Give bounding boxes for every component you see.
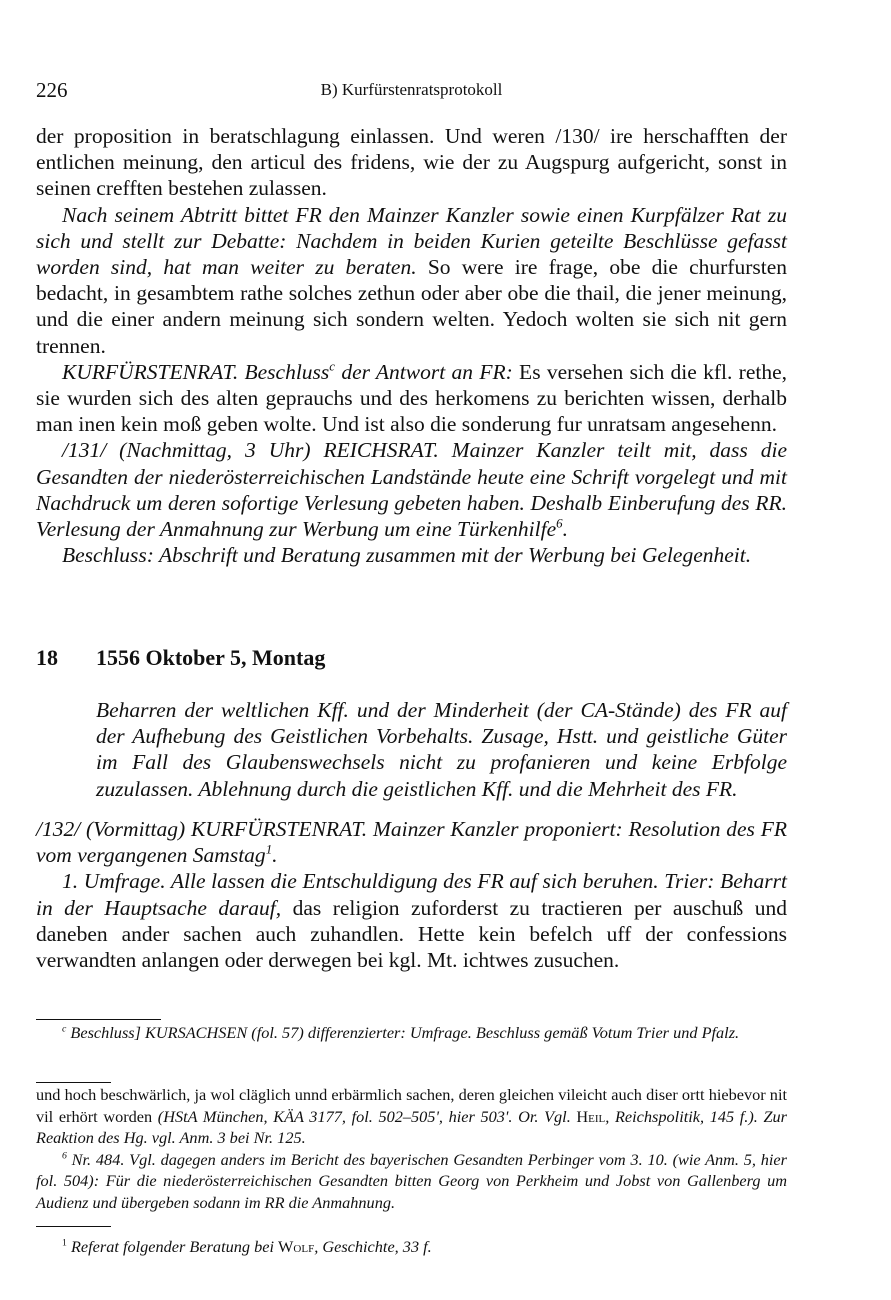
footnote-ref-c[interactable]: c bbox=[329, 359, 336, 374]
author-name: Wolf bbox=[278, 1237, 315, 1256]
paragraph-kurfuerstenrat bbox=[36, 359, 787, 438]
footnote-body: Referat folgender Beratung bei bbox=[66, 1237, 279, 1256]
footnote-body: , Geschichte, 33 f. bbox=[314, 1237, 432, 1256]
regest-summary: Beharren der weltlichen Kff. und der Minderheit (der CA-Stände) des FR auf der Aufhebung des Geistlichen Vorbehalts. Zusage, Hstt. und geistliche Güter im Fall des Glaubenswechsels nicht zu profanieren und keine Erbfolge zuzulassen. Ablehnung durch die geistlichen Kff. und die Mehrheit des FR. bbox=[96, 698, 787, 801]
punctuation: . bbox=[272, 843, 278, 868]
page-number: 226 bbox=[36, 78, 68, 102]
author-name: Heil bbox=[576, 1106, 606, 1126]
quoted-source: Es versehen sich die kfl. rethe, sie wurden sich des alten geprauchs und des herkomens zu berichten wissen, derhalb man inen kein moß geben wolte. Und ist also die sonderung fur unratsam angesehenn. bbox=[36, 359, 788, 437]
footnote-5-continued bbox=[36, 1084, 787, 1213]
antwort-label: der Antwort an FR: bbox=[335, 359, 513, 384]
footnote-citation: , Reichspolitik, 145 f.). Zur Reaktion des Hg. vgl. Anm. 3 bei Nr. 125. bbox=[36, 1106, 787, 1147]
editorial-summary: 1. Umfrage. Alle lassen die Entschuldigung des FR auf sich beruhen. Trier: Beharrt in der Hauptsache darauf, bbox=[36, 869, 787, 920]
paragraph-proposition bbox=[36, 816, 787, 868]
footnote-quote: und hoch beschwärlich, ja wol cläglich unnd erbärmlich sachen, deren gleichen vileicht auch diser ortt hiebevor nit vil erhört worden bbox=[36, 1085, 787, 1126]
running-title: B) Kurfürstenratsprotokoll bbox=[320, 80, 503, 99]
footnote-divider-numbers bbox=[36, 1082, 111, 1083]
footnote-citation: (HStA München, KÄA 3177, fol. 502–505', hier 503'. Or. Vgl. bbox=[157, 1106, 577, 1126]
footnote-body: Beschluss] KURSACHSEN (fol. 57) differenzierter: Umfrage. Beschluss gemäß Votum Trier und Pfalz. bbox=[66, 1023, 740, 1042]
beschluss-label: . Beschluss bbox=[232, 359, 330, 384]
footnote-c-text bbox=[36, 1022, 787, 1044]
council-label: KURFÜRSTENRAT bbox=[62, 359, 233, 384]
footnote-marker: 6 bbox=[62, 1150, 67, 1162]
paragraph-continuation: der proposition in beratschlagung einlassen. Und weren /130/ ire herschafften der entlichen meinung, den articul des fridens, wie der zu Augspurg aufgericht, sonst in seinen crefften bestehen zulassen. bbox=[36, 124, 787, 201]
footnote-ref-1[interactable]: 1 bbox=[265, 842, 273, 857]
footnote-marker: 1 bbox=[62, 1237, 67, 1249]
document-date-title: 1556 Oktober 5, Montag bbox=[96, 645, 326, 670]
footnote-divider-letters bbox=[36, 1019, 161, 1020]
editorial-summary: /131/ (Nachmittag, 3 Uhr) REICHSRAT. Mainzer Kanzler teilt mit, dass die Gesandten der niederösterreichischen Landstände heute eine Schrift vorgelegt und mit Nachdruck um deren sofortige Verlesung gebeten haben. Deshalb Einberufung des RR. Verlesung der Anmahnung zur Werbung um eine Türkenhilfe bbox=[36, 438, 787, 542]
footnote-c bbox=[36, 1022, 787, 1044]
editorial-summary: /132/ (Vormittag) KURFÜRSTENRAT. Mainzer Kanzler proponiert: Resolution des FR vom vergangenen Samstag bbox=[36, 817, 787, 868]
body-text-bottom bbox=[36, 816, 787, 973]
editorial-summary: Nach seinem Abtritt bittet FR den Mainzer Kanzler sowie einen Kurpfälzer Rat zu sich und stellt zur Debatte: Nachdem in beiden Kurien geteilte Beschlüsse gefasst worden sind, hat man weiter zu beraten. bbox=[36, 202, 787, 280]
quoted-source: das religion zuforderst zu tractieren per auschuß und daneben ander sachen auch zuhandlen. Hette kein befelch uff der confessions verwandten anlangen oder derwegen bei kgl. Mt. ichtwes zusuchen. bbox=[36, 895, 787, 973]
footnote-divider-critical bbox=[36, 1226, 111, 1227]
footnote-ref-6[interactable]: 6 bbox=[556, 516, 563, 531]
paragraph-reichsrat bbox=[36, 437, 787, 542]
punctuation: . bbox=[562, 517, 568, 542]
footnote-5-text bbox=[36, 1084, 787, 1149]
body-text-top bbox=[36, 123, 787, 568]
document-number: 18 bbox=[36, 645, 58, 670]
paragraph-beschluss: Beschluss: Abschrift und Beratung zusammen mit der Werbung bei Gelegenheit. bbox=[62, 543, 752, 568]
paragraph-abtritt bbox=[36, 202, 787, 359]
paragraph-umfrage bbox=[36, 868, 787, 973]
footnote-1-text bbox=[36, 1236, 787, 1258]
footnote-marker: c bbox=[62, 1023, 67, 1035]
footnote-6-text bbox=[36, 1149, 787, 1214]
page-header bbox=[36, 78, 787, 106]
document-heading bbox=[36, 645, 325, 671]
footnote-body: Nr. 484. Vgl. dagegen anders im Bericht des bayerischen Gesandten Perbinger vom 3. 10. (wie Anm. 5, hier fol. 504): Für die niederösterreichischen Gesandten bitten Georg von Perkheim und Jobst von Gallenberg um Audienz und übergeben sodann im RR die Anmahnung. bbox=[36, 1149, 787, 1212]
quoted-source: So were ire frage, obe die churfursten bedacht, in gesambtem rathe solches zethun oder aber obe die thail, die jener meinung, und die einer andern meinung sich sondern welten. Yedoch wolten sie sich nit gern trennen. bbox=[36, 255, 787, 358]
footnote-1 bbox=[36, 1236, 787, 1258]
